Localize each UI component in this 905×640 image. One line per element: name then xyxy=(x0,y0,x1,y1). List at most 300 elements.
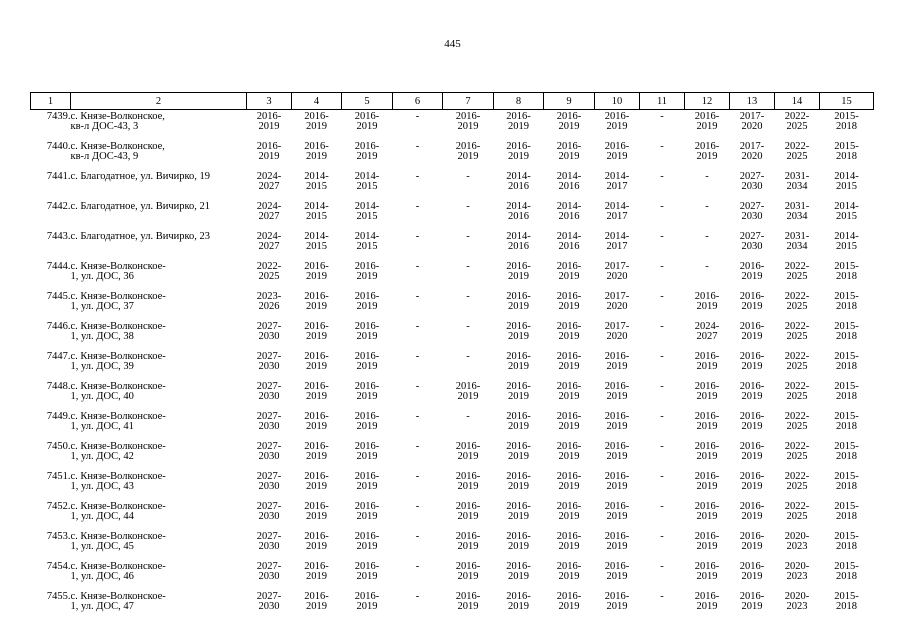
period-cell: 2016- 2019 xyxy=(556,471,582,492)
address-cell xyxy=(71,470,247,500)
table-row xyxy=(31,290,874,320)
period-cell: 2022- 2025 xyxy=(784,381,810,402)
address-line-1: с. Князе-Волконское- xyxy=(70,471,166,482)
column-header: 6 xyxy=(393,93,443,110)
period-cell: 2022- 2025 xyxy=(784,321,810,342)
period-cell: 2017- 2020 xyxy=(739,111,765,132)
period-cell: 2016- 2019 xyxy=(506,291,531,312)
period-cell: 2016- 2019 xyxy=(304,141,329,162)
period-cell: - xyxy=(660,351,664,362)
period-cell: 2016- 2019 xyxy=(506,591,531,612)
address-line-1: с. Князе-Волконское- xyxy=(70,561,166,572)
period-cell: 2031- 2034 xyxy=(784,231,810,252)
period-cell: 2015- 2018 xyxy=(834,141,859,162)
period-cell: 2016- 2019 xyxy=(556,381,582,402)
address-line-2: 1, ул. ДОС, 42 xyxy=(70,451,134,462)
period-cell: 2016- 2019 xyxy=(604,561,630,582)
row-number: 7449. xyxy=(46,411,71,422)
period-cell: - xyxy=(415,201,420,212)
period-cell: 2016- 2019 xyxy=(304,531,329,552)
address-line-1: с. Благодатное, ул. Вичирко, 21 xyxy=(70,201,211,212)
period-cell: - xyxy=(660,411,664,422)
address-cell xyxy=(71,410,247,440)
period-cell: - xyxy=(705,201,709,212)
period-cell: 2016- 2019 xyxy=(354,591,380,612)
period-cell: 2022- 2025 xyxy=(784,351,810,372)
period-cell: 2014- 2015 xyxy=(834,201,859,222)
period-cell: 2024- 2027 xyxy=(256,201,282,222)
period-cell: 2016- 2019 xyxy=(304,111,329,132)
address-line-2: 1, ул. ДОС, 36 xyxy=(70,271,134,282)
table-row xyxy=(31,380,874,410)
period-cell: 2016- 2019 xyxy=(556,531,582,552)
period-cell: - xyxy=(415,561,420,572)
row-number: 7441. xyxy=(46,171,71,182)
column-header: 2 xyxy=(71,93,247,110)
table-row xyxy=(31,230,874,260)
period-cell: 2016- 2019 xyxy=(304,501,329,522)
period-cell: 2016- 2019 xyxy=(354,531,380,552)
address-cell xyxy=(71,170,247,200)
row-number: 7453. xyxy=(46,531,71,542)
period-cell: 2015- 2018 xyxy=(834,291,859,312)
table-row xyxy=(31,440,874,470)
period-cell: 2016- 2019 xyxy=(694,411,720,432)
table-row xyxy=(31,410,874,440)
period-cell: 2016- 2019 xyxy=(556,321,582,342)
period-cell: 2015- 2018 xyxy=(834,411,859,432)
period-cell: - xyxy=(415,411,420,422)
period-cell: - xyxy=(660,381,664,392)
period-cell: 2014- 2015 xyxy=(834,171,859,192)
period-cell: 2016- 2019 xyxy=(556,591,582,612)
table-body xyxy=(31,110,874,621)
period-cell: - xyxy=(660,501,664,512)
period-cell: 2016- 2019 xyxy=(455,471,481,492)
period-cell: - xyxy=(466,261,470,272)
period-cell: 2016- 2019 xyxy=(694,501,720,522)
row-number: 7443. xyxy=(46,231,71,242)
period-cell: 2014- 2016 xyxy=(556,201,582,222)
period-cell: 2015- 2018 xyxy=(834,441,859,462)
period-cell: - xyxy=(705,231,709,242)
address-cell xyxy=(71,590,247,620)
period-cell: 2027- 2030 xyxy=(739,231,765,252)
address-line-1: с. Князе-Волконское- xyxy=(70,351,166,362)
period-cell: 2016- 2019 xyxy=(506,501,531,522)
table-row xyxy=(31,320,874,350)
address-line-1: с. Князе-Волконское- xyxy=(70,501,166,512)
period-cell: 2016- 2019 xyxy=(604,471,630,492)
period-cell: 2016- 2019 xyxy=(354,351,380,372)
address-line-1: с. Благодатное, ул. Вичирко, 23 xyxy=(70,231,211,242)
period-cell: 2016- 2019 xyxy=(506,141,531,162)
period-cell: 2016- 2019 xyxy=(739,591,765,612)
period-cell: - xyxy=(415,141,420,152)
row-number: 7447. xyxy=(46,351,71,362)
period-cell: 2016- 2019 xyxy=(506,351,531,372)
period-cell: 2024- 2027 xyxy=(256,231,282,252)
period-cell: 2016- 2019 xyxy=(506,261,531,282)
period-cell: 2027- 2030 xyxy=(256,531,282,552)
period-cell: 2016- 2019 xyxy=(354,501,380,522)
column-header: 10 xyxy=(595,93,640,110)
table-row xyxy=(31,500,874,530)
row-number: 7455. xyxy=(46,591,71,602)
period-cell: 2016- 2019 xyxy=(256,141,282,162)
address-line-2: 1, ул. ДОС, 39 xyxy=(70,361,134,372)
table-row xyxy=(31,140,874,170)
period-cell: 2015- 2018 xyxy=(834,261,859,282)
row-number: 7444. xyxy=(46,261,71,272)
address-cell xyxy=(71,530,247,560)
period-cell: 2027- 2030 xyxy=(256,471,282,492)
period-cell: - xyxy=(466,351,470,362)
period-cell: - xyxy=(660,261,664,272)
header-row xyxy=(31,93,874,110)
schedule-table xyxy=(30,92,874,620)
period-cell: - xyxy=(415,231,420,242)
period-cell: 2016- 2019 xyxy=(354,111,380,132)
period-cell: 2016- 2019 xyxy=(506,381,531,402)
table-row xyxy=(31,530,874,560)
column-header: 7 xyxy=(443,93,494,110)
column-header: 5 xyxy=(342,93,393,110)
page-number: 445 xyxy=(444,38,461,50)
period-cell: 2024- 2027 xyxy=(694,321,720,342)
period-cell: - xyxy=(705,171,709,182)
period-cell: 2016- 2019 xyxy=(694,561,720,582)
period-cell: - xyxy=(660,291,664,302)
period-cell: 2031- 2034 xyxy=(784,201,810,222)
period-cell: 2016- 2019 xyxy=(694,291,720,312)
row-number: 7451. xyxy=(46,471,71,482)
period-cell: 2016- 2019 xyxy=(604,141,630,162)
period-cell: 2016- 2019 xyxy=(556,561,582,582)
period-cell: - xyxy=(660,441,664,452)
period-cell: 2016- 2019 xyxy=(354,261,380,282)
period-cell: - xyxy=(660,201,664,212)
period-cell: 2016- 2019 xyxy=(694,111,720,132)
period-cell: 2020- 2023 xyxy=(784,591,810,612)
period-cell: 2016- 2019 xyxy=(304,291,329,312)
period-cell: 2015- 2018 xyxy=(834,111,859,132)
period-cell: 2014- 2015 xyxy=(354,171,380,192)
period-cell: 2016- 2019 xyxy=(354,411,380,432)
period-cell: 2016- 2019 xyxy=(694,531,720,552)
column-header: 14 xyxy=(775,93,820,110)
address-line-2: 1, ул. ДОС, 43 xyxy=(70,481,134,492)
period-cell: 2016- 2019 xyxy=(354,291,380,312)
period-cell: 2016- 2019 xyxy=(455,441,481,462)
period-cell: 2015- 2018 xyxy=(834,381,859,402)
row-number: 7442. xyxy=(46,201,71,212)
period-cell: 2016- 2019 xyxy=(506,321,531,342)
table-row xyxy=(31,470,874,500)
address-line-2: 1, ул. ДОС, 41 xyxy=(70,421,134,432)
row-number: 7452. xyxy=(46,501,71,512)
address-line-2: 1, ул. ДОС, 37 xyxy=(70,301,134,312)
period-cell: 2016- 2019 xyxy=(694,381,720,402)
period-cell: 2016- 2019 xyxy=(694,471,720,492)
period-cell: 2016- 2019 xyxy=(455,381,481,402)
address-line-2: 1, ул. ДОС, 38 xyxy=(70,331,134,342)
address-cell xyxy=(71,440,247,470)
row-number: 7445. xyxy=(46,291,71,302)
period-cell: 2016- 2019 xyxy=(455,591,481,612)
address-line-2: кв-л ДОС-43, 3 xyxy=(70,121,139,132)
table-row xyxy=(31,170,874,200)
period-cell: 2017- 2020 xyxy=(739,141,765,162)
row-number: 7454. xyxy=(46,561,71,572)
period-cell: 2016- 2019 xyxy=(354,471,380,492)
period-cell: 2014- 2017 xyxy=(604,231,630,252)
period-cell: 2016- 2019 xyxy=(506,111,531,132)
period-cell: 2022- 2025 xyxy=(784,471,810,492)
period-cell: 2016- 2019 xyxy=(739,471,765,492)
period-cell: 2014- 2015 xyxy=(304,201,329,222)
period-cell: 2014- 2017 xyxy=(604,171,630,192)
period-cell: - xyxy=(415,351,420,362)
period-cell: 2014- 2015 xyxy=(354,201,380,222)
column-header: 1 xyxy=(31,93,71,110)
period-cell: 2016- 2019 xyxy=(455,141,481,162)
address-line-1: с. Князе-Волконское- xyxy=(70,441,166,452)
address-line-1: с. Князе-Волконское- xyxy=(70,381,166,392)
period-cell: 2027- 2030 xyxy=(256,411,282,432)
period-cell: 2016- 2019 xyxy=(455,531,481,552)
period-cell: 2027- 2030 xyxy=(739,201,765,222)
period-cell: 2016- 2019 xyxy=(556,441,582,462)
period-cell: 2016- 2019 xyxy=(304,561,329,582)
period-cell: - xyxy=(705,261,709,272)
period-cell: 2027- 2030 xyxy=(256,321,282,342)
period-cell: 2016- 2019 xyxy=(604,501,630,522)
period-cell: 2016- 2019 xyxy=(739,381,765,402)
period-cell: 2031- 2034 xyxy=(784,171,810,192)
period-cell: 2016- 2019 xyxy=(694,351,720,372)
period-cell: - xyxy=(660,591,664,602)
row-number: 7439. xyxy=(46,111,71,122)
column-header: 11 xyxy=(640,93,685,110)
address-cell xyxy=(71,140,247,170)
period-cell: - xyxy=(660,171,664,182)
period-cell: 2014- 2015 xyxy=(304,171,329,192)
period-cell: 2016- 2019 xyxy=(739,291,765,312)
period-cell: 2014- 2016 xyxy=(506,171,531,192)
period-cell: 2016- 2019 xyxy=(455,501,481,522)
period-cell: - xyxy=(415,381,420,392)
period-cell: 2016- 2019 xyxy=(604,441,630,462)
period-cell: 2016- 2019 xyxy=(304,351,329,372)
period-cell: 2016- 2019 xyxy=(354,381,380,402)
period-cell: 2027- 2030 xyxy=(256,501,282,522)
address-line-1: с. Князе-Волконское- xyxy=(70,261,166,272)
period-cell: 2020- 2023 xyxy=(784,531,810,552)
period-cell: 2022- 2025 xyxy=(784,501,810,522)
period-cell: - xyxy=(660,141,664,152)
period-cell: 2016- 2019 xyxy=(455,111,481,132)
period-cell: - xyxy=(415,531,420,542)
period-cell: 2016- 2019 xyxy=(739,351,765,372)
period-cell: 2027- 2030 xyxy=(256,351,282,372)
period-cell: 2015- 2018 xyxy=(834,351,859,372)
address-line-1: с. Князе-Волконское, xyxy=(70,111,165,122)
period-cell: 2016- 2019 xyxy=(604,111,630,132)
period-cell: 2015- 2018 xyxy=(834,561,859,582)
period-cell: 2016- 2019 xyxy=(256,111,282,132)
address-line-1: с. Князе-Волконское- xyxy=(70,411,166,422)
period-cell: 2016- 2019 xyxy=(506,441,531,462)
period-cell: 2015- 2018 xyxy=(834,321,859,342)
address-cell xyxy=(71,500,247,530)
period-cell: 2016- 2019 xyxy=(556,351,582,372)
address-cell xyxy=(71,260,247,290)
period-cell: 2015- 2018 xyxy=(834,591,859,612)
period-cell: 2016- 2019 xyxy=(556,261,582,282)
period-cell: 2016- 2019 xyxy=(506,531,531,552)
period-cell: 2016- 2019 xyxy=(304,591,329,612)
period-cell: 2016- 2019 xyxy=(604,381,630,402)
address-cell xyxy=(71,380,247,410)
address-cell xyxy=(71,200,247,230)
period-cell: - xyxy=(466,171,470,182)
period-cell: - xyxy=(660,321,664,332)
period-cell: 2016- 2019 xyxy=(694,441,720,462)
period-cell: 2016- 2019 xyxy=(604,531,630,552)
period-cell: - xyxy=(660,111,664,122)
period-cell: - xyxy=(466,201,470,212)
address-line-1: с. Князе-Волконское- xyxy=(70,291,166,302)
period-cell: 2016- 2019 xyxy=(604,411,630,432)
row-number: 7446. xyxy=(46,321,71,332)
period-cell: - xyxy=(660,471,664,482)
period-cell: 2022- 2025 xyxy=(256,261,282,282)
column-header: 8 xyxy=(494,93,544,110)
period-cell: 2016- 2019 xyxy=(739,411,765,432)
address-line-2: 1, ул. ДОС, 45 xyxy=(70,541,134,552)
table-row xyxy=(31,110,874,141)
period-cell: - xyxy=(415,321,420,332)
period-cell: 2022- 2025 xyxy=(784,291,810,312)
period-cell: - xyxy=(415,261,420,272)
table-row xyxy=(31,590,874,620)
period-cell: 2016- 2019 xyxy=(556,141,582,162)
period-cell: 2016- 2019 xyxy=(556,501,582,522)
period-cell: 2016- 2019 xyxy=(739,261,765,282)
period-cell: 2022- 2025 xyxy=(784,261,810,282)
period-cell: 2014- 2015 xyxy=(354,231,380,252)
period-cell: - xyxy=(466,291,470,302)
period-cell: - xyxy=(415,471,420,482)
period-cell: - xyxy=(660,561,664,572)
period-cell: 2016- 2019 xyxy=(604,591,630,612)
period-cell: - xyxy=(466,321,470,332)
period-cell: 2016- 2019 xyxy=(304,381,329,402)
column-header: 15 xyxy=(820,93,874,110)
period-cell: 2023- 2026 xyxy=(256,291,282,312)
table-row xyxy=(31,350,874,380)
period-cell: - xyxy=(415,441,420,452)
period-cell: 2016- 2019 xyxy=(694,591,720,612)
period-cell: 2015- 2018 xyxy=(834,501,859,522)
period-cell: 2027- 2030 xyxy=(739,171,765,192)
period-cell: 2024- 2027 xyxy=(256,171,282,192)
period-cell: 2016- 2019 xyxy=(354,141,380,162)
period-cell: - xyxy=(415,111,420,122)
period-cell: 2016- 2019 xyxy=(455,561,481,582)
period-cell: 2014- 2015 xyxy=(834,231,859,252)
period-cell: 2016- 2019 xyxy=(556,411,582,432)
period-cell: 2017- 2020 xyxy=(604,291,630,312)
period-cell: 2016- 2019 xyxy=(506,471,531,492)
address-cell xyxy=(71,110,247,141)
address-cell xyxy=(71,560,247,590)
column-header: 9 xyxy=(544,93,595,110)
period-cell: 2016- 2019 xyxy=(556,111,582,132)
table-row xyxy=(31,200,874,230)
period-cell: 2022- 2025 xyxy=(784,141,810,162)
period-cell: 2020- 2023 xyxy=(784,561,810,582)
period-cell: 2016- 2019 xyxy=(354,441,380,462)
period-cell: - xyxy=(660,531,664,542)
row-number: 7448. xyxy=(46,381,71,392)
period-cell: 2022- 2025 xyxy=(784,411,810,432)
period-cell: 2016- 2019 xyxy=(506,561,531,582)
period-cell: 2016- 2019 xyxy=(694,141,720,162)
period-cell: - xyxy=(415,171,420,182)
column-header: 3 xyxy=(247,93,292,110)
address-line-2: 1, ул. ДОС, 46 xyxy=(70,571,134,582)
period-cell: 2016- 2019 xyxy=(304,471,329,492)
address-line-2: 1, ул. ДОС, 40 xyxy=(70,391,134,402)
address-line-2: 1, ул. ДОС, 47 xyxy=(70,601,134,612)
table-row xyxy=(31,560,874,590)
period-cell: 2017- 2020 xyxy=(604,261,630,282)
period-cell: 2027- 2030 xyxy=(256,591,282,612)
address-line-1: с. Благодатное, ул. Вичирко, 19 xyxy=(70,171,211,182)
period-cell: 2016- 2019 xyxy=(739,531,765,552)
period-cell: 2022- 2025 xyxy=(784,441,810,462)
address-line-2: 1, ул. ДОС, 44 xyxy=(70,511,134,522)
period-cell: 2017- 2020 xyxy=(604,321,630,342)
period-cell: - xyxy=(466,411,470,422)
address-line-2: кв-л ДОС-43, 9 xyxy=(70,151,139,162)
period-cell: 2016- 2019 xyxy=(354,321,380,342)
period-cell: 2016- 2019 xyxy=(556,291,582,312)
period-cell: 2016- 2019 xyxy=(739,321,765,342)
address-line-1: с. Князе-Волконское- xyxy=(70,591,166,602)
period-cell: - xyxy=(660,231,664,242)
period-cell: 2015- 2018 xyxy=(834,531,859,552)
address-line-1: с. Князе-Волконское, xyxy=(70,141,165,152)
period-cell: 2014- 2016 xyxy=(556,231,582,252)
address-line-1: с. Князе-Волконское- xyxy=(70,321,166,332)
period-cell: 2016- 2019 xyxy=(304,261,329,282)
address-cell xyxy=(71,230,247,260)
period-cell: 2016- 2019 xyxy=(304,411,329,432)
row-number: 7440. xyxy=(46,141,71,152)
period-cell: 2014- 2016 xyxy=(506,231,531,252)
period-cell: - xyxy=(415,291,420,302)
period-cell: 2016- 2019 xyxy=(739,501,765,522)
period-cell: 2027- 2030 xyxy=(256,381,282,402)
period-cell: 2016- 2019 xyxy=(354,561,380,582)
period-cell: 2016- 2019 xyxy=(304,441,329,462)
table-row xyxy=(31,260,874,290)
column-header: 13 xyxy=(730,93,775,110)
period-cell: 2015- 2018 xyxy=(834,471,859,492)
